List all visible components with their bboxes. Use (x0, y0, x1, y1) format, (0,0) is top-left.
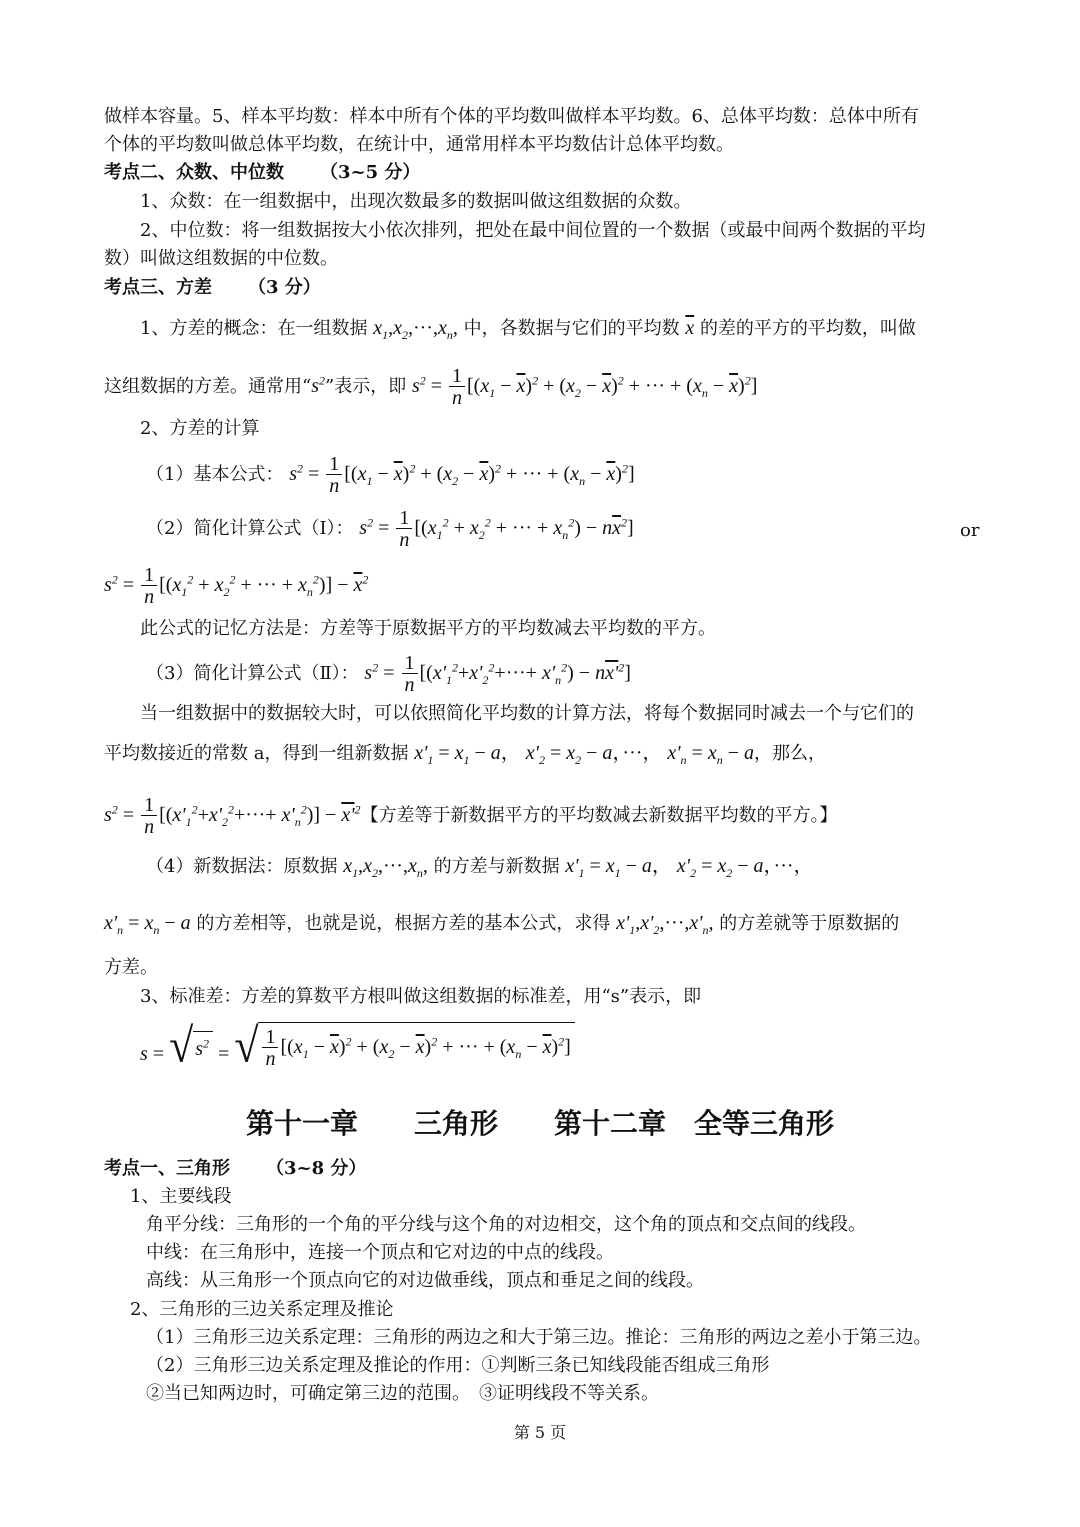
formula: $x'_1 = x_1 - a$， $x'_2 = x_2 - a$，···， (565, 855, 814, 880)
text-line: 做样本容量。5、样本平均数：样本中所有个体的平均数叫做样本平均数。6、总体平均数：总体中所有 (104, 106, 919, 127)
simple-formula-2: $s^2$ = $\frac{1}{n}$ $[(x'_1^2+x'_2^2+\cdot\cdot\cdot+ x'_n^2) - nx'^2]$ (364, 652, 631, 696)
section-heading (104, 275, 321, 301)
text-run: 平均数接近的常数 a，得到一组新数据 (104, 743, 409, 764)
text-line: 数）叫做这组数据的中位数。 (104, 248, 338, 269)
text-run: （4）新数据法：原数据 (146, 856, 338, 877)
text-run: 这组数据的方差。通常用“ (104, 376, 312, 398)
formula: $x'_1 = x_1 - a$， $x'_2 = x_2 - a$，···， $x'_n = x_n - a$ (414, 742, 754, 767)
basic-formula: $s^2$ = $\frac{1}{n}$ [$(x_1 - \overline{x})^2 + (x_2 - \overline{x})^2$ + ··· + $(x_n - \overline{x})^2$] (289, 453, 635, 497)
text-line (146, 853, 814, 880)
text-line (104, 565, 368, 608)
variance-formula: $s^2$ = $\frac{1}{n}$ [$(x_1 - \overline{x})^2 + (x_2 - \overline{x})^2$ + ··· + $(x_n - \overline{x})^2$] (411, 365, 758, 409)
text-line: 角平分线：三角形的一个角的平分线与这个角的对边相交，这个角的顶点和交点间的线段。 (146, 1214, 866, 1235)
text-line: 当一组数据中的数据较大时，可以依照简化平均数的计算方法，将每个数据同时减去一个与它们的 (140, 703, 914, 724)
formula: $\overline{x}$ (685, 317, 695, 339)
chapter-title: 第十一章 三角形 第十二章 全等三角形 (245, 1107, 834, 1140)
text-line (146, 454, 635, 497)
text-line (104, 740, 826, 767)
heading-score: （3~8 分） (266, 1158, 367, 1179)
heading-title: 考点一、三角形 (104, 1158, 230, 1179)
std-formula: s = √ $s^2$ = √ $\frac{1}{n}$ [$(x_1 - \overline{x})^2 + (x_2 - \overline{x})^2$ + ··· + $(x_n - \overline{x})^2$] (140, 1043, 575, 1065)
or-text: or (960, 520, 980, 541)
text-run: （1）基本公式： (146, 464, 284, 486)
section-heading (104, 160, 420, 186)
text-line (104, 366, 757, 409)
formula: $x_1,x_2,\cdot\cdot\cdot,x_n$, (343, 855, 428, 880)
text-line: （2）三角形三边关系定理及推论的作用：①判断三条已知线段能否组成三角形 (146, 1355, 770, 1376)
text-line: ②当已知两边时，可确定第三边的范围。 ③证明线段不等关系。 (146, 1383, 659, 1404)
simple-formula-1: $s^2$ = $\frac{1}{n}$ [($x_1^2 + x_2^2$ + ··· + $x_n^2) - n\overline{x}^2$] (359, 507, 634, 551)
text-run: （2）简化计算公式（Ⅰ）： (146, 518, 354, 540)
formula: $x'_1,x'_2,\cdot\cdot\cdot,x'_n$, (616, 912, 714, 937)
text-run: 1、方差的概念：在一组数据 (140, 318, 368, 339)
text-line: 1、众数：在一组数据中，出现次数最多的数据叫做这组数据的众数。 (140, 191, 692, 212)
text-run: ”表示，即 (325, 376, 407, 398)
text-line (104, 795, 837, 838)
text-run: 中，各数据与它们的平均数 (463, 318, 680, 339)
text-line: 个体的平均数叫做总体平均数，在统计中，通常用样本平均数估计总体平均数。 (104, 134, 734, 155)
formula: $s^2$ (311, 373, 325, 398)
text-line (146, 508, 634, 551)
text-line: 2、中位数：将一组数据按大小依次排列，把处在最中间位置的一个数据（或最中间两个数据的平均 (140, 220, 926, 241)
text-line: 2、三角形的三边关系定理及推论 (130, 1299, 394, 1320)
text-run: 的方差就等于原数据的 (719, 913, 900, 934)
text-line: （1）三角形三边关系定理：三角形的两边之和大于第三边。推论：三角形的两边之差小于第三边。 (146, 1327, 932, 1348)
text-run: 的方差相等，也就是说，根据方差的基本公式，求得 (196, 913, 611, 934)
text-run: ，那么， (754, 743, 826, 764)
text-line (146, 653, 631, 696)
text-line (140, 315, 916, 342)
heading-title: 考点二、众数、中位数 (104, 162, 284, 183)
text-line: 3、标准差：方差的算数平方根叫做这组数据的标准差，用“s”表示，即 (140, 986, 702, 1007)
text-line: 高线：从三角形一个顶点向它的对边做垂线，顶点和垂足之间的线段。 (146, 1270, 704, 1291)
text-run: 的方差与新数据 (433, 856, 560, 877)
text-line (140, 1018, 575, 1073)
section-heading (104, 1156, 366, 1182)
heading-score: （3~5 分） (320, 162, 421, 183)
simple-formula-1-alt: $s^2$ = $\frac{1}{n}$ [($x_1^2 + x_2^2$ + ··· + $x_n^2)] - \overline{x}^2$ (104, 564, 369, 608)
text-line: 1、主要线段 (130, 1186, 232, 1207)
text-line: 中线：在三角形中，连接一个顶点和它对边的中点的线段。 (146, 1242, 614, 1263)
note-text: 【方差等于新数据平方的平均数减去新数据平均数的平方。】 (360, 805, 838, 827)
formula: $x'_n = x_n - a$ (104, 912, 191, 937)
formula: $s^2$ = $\frac{1}{n}$ $[(x'_1^2+x'_2^2+\cdot\cdot\cdot+ x'_n^2)] - x'^2$ (104, 794, 361, 838)
text-run: 的差的平方的平均数，叫做 (699, 318, 916, 339)
formula: $x_1,x_2,\cdot\cdot\cdot,x_n$, (373, 317, 458, 342)
heading-score: （3 分） (248, 277, 321, 298)
page-number: 第 5 页 (513, 1423, 567, 1442)
heading-title: 考点三、方差 (104, 277, 212, 298)
text-run: （3）简化计算公式（Ⅱ）： (146, 663, 359, 685)
text-line (104, 910, 899, 937)
text-line: 方差。 (104, 957, 158, 978)
text-line: 2、方差的计算 (140, 418, 260, 439)
text-line: 此公式的记忆方法是：方差等于原数据平方的平均数减去平均数的平方。 (140, 618, 716, 639)
